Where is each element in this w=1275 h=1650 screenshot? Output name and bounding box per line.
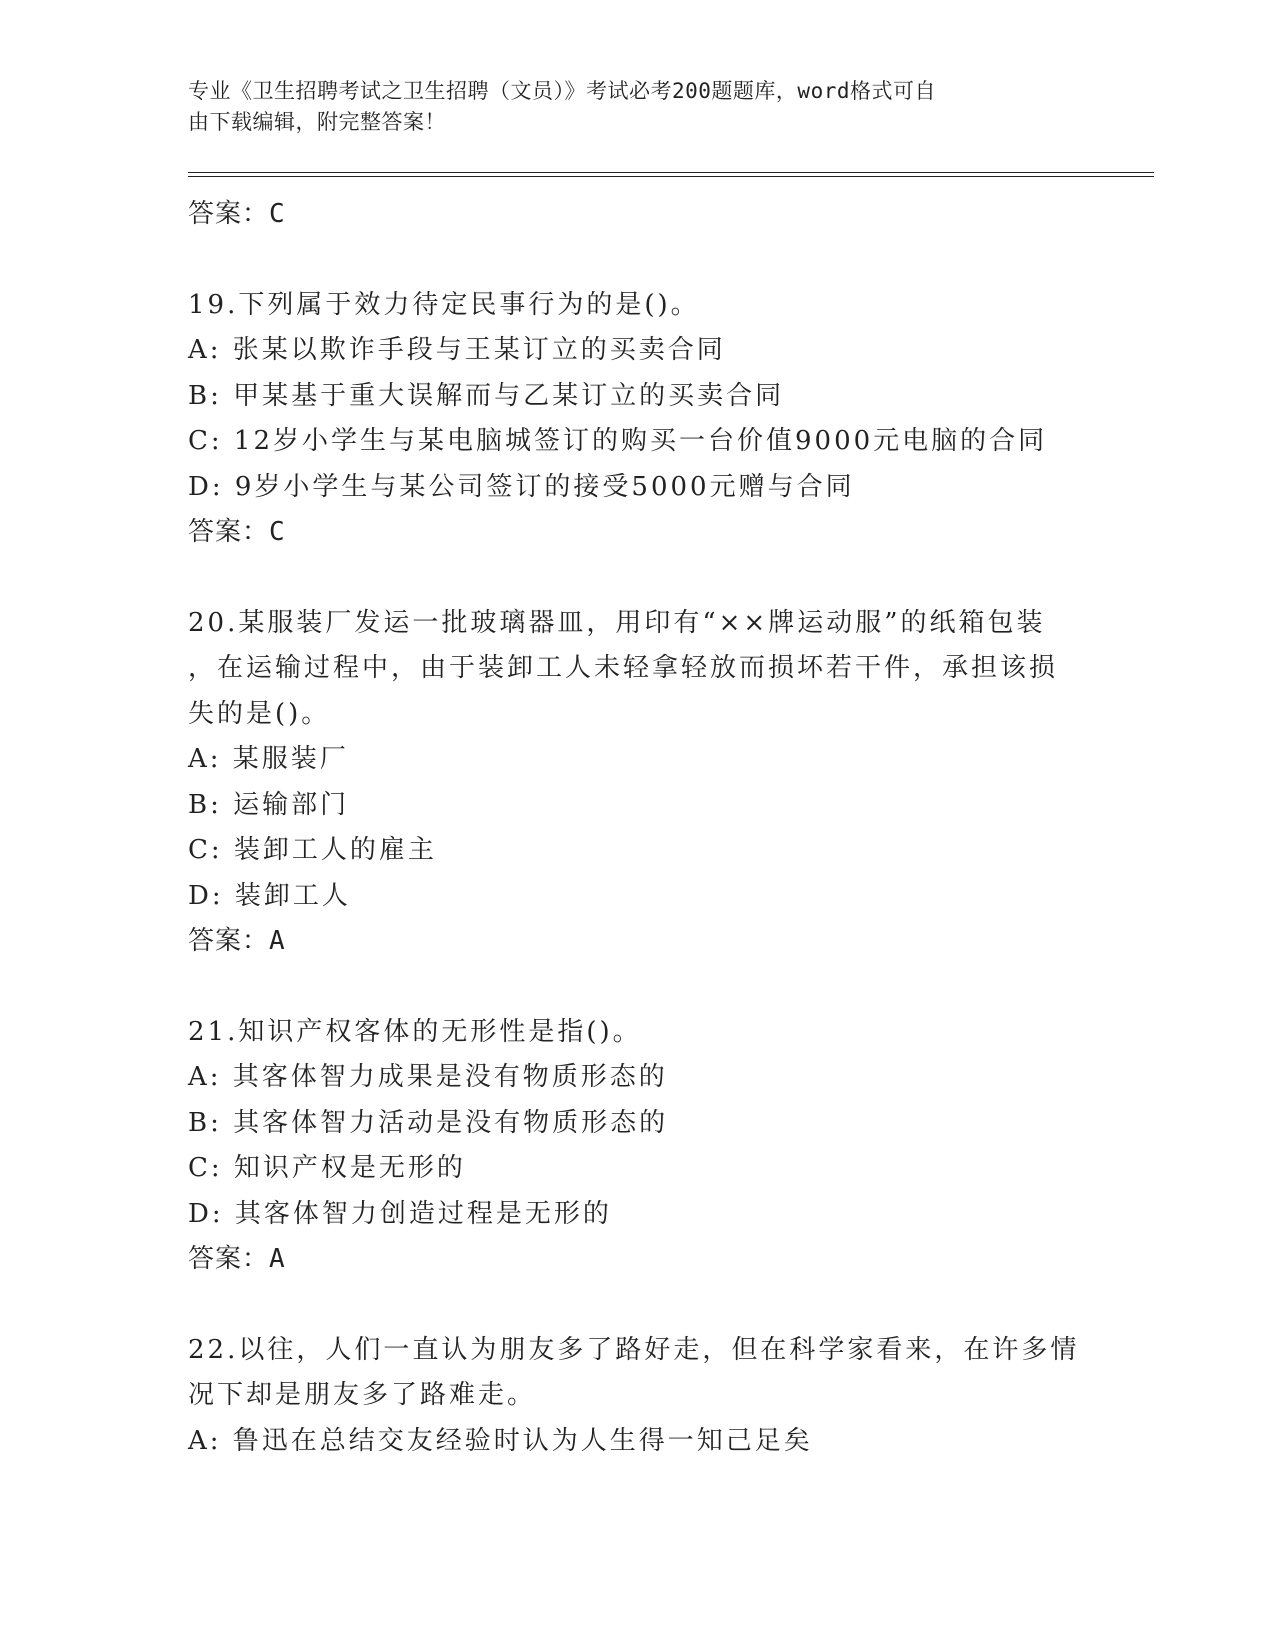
option-d: D: 9岁小学生与某公司签订的接受5000元赠与合同 <box>188 471 855 502</box>
header-line-1: 专业《卫生招聘考试之卫生招聘（文员）》考试必考200题题库，word格式可自 <box>188 79 936 103</box>
page-header <box>188 76 1068 138</box>
question-text: 21.知识产权客体的无形性是指()。 <box>188 1016 642 1047</box>
option-c: C: 知识产权是无形的 <box>188 1153 466 1183</box>
spacer <box>188 1283 1088 1328</box>
question-text: 失的是()。 <box>188 698 331 729</box>
option-b: B: 运输部门 <box>188 789 350 820</box>
question-block <box>188 283 1088 556</box>
option-b: B: 甲某基于重大误解而与乙某订立的买卖合同 <box>188 380 785 411</box>
question-block <box>188 601 1088 965</box>
answer-line: 答案：A <box>188 1244 286 1274</box>
header-rule-bottom <box>188 176 1154 177</box>
option-a: A: 某服装厂 <box>188 744 349 774</box>
question-list <box>188 192 1088 1464</box>
option-a: A: 张某以欺诈手段与王某订立的买卖合同 <box>188 335 726 365</box>
option-a: A: 其客体智力成果是没有物质形态的 <box>188 1062 668 1092</box>
question-text: 19.下列属于效力待定民事行为的是()。 <box>188 289 700 320</box>
answer-line: 答案：C <box>188 517 286 547</box>
option-a: A: 鲁迅在总结交友经验时认为人生得一知己足矣 <box>188 1425 813 1456</box>
spacer <box>188 238 1088 283</box>
question-text: 20.某服装厂发运一批玻璃器皿，用印有“××牌运动服”的纸箱包装 <box>188 607 1046 638</box>
option-d: D: 装卸工人 <box>188 880 351 911</box>
answer-line: 答案：A <box>188 926 286 956</box>
spacer <box>188 556 1088 601</box>
option-b: B: 其客体智力活动是没有物质形态的 <box>188 1107 669 1138</box>
option-c: C: 装卸工人的雇主 <box>188 835 437 865</box>
answer-line: 答案：C <box>188 199 286 229</box>
question-text: ，在运输过程中，由于装卸工人未轻拿轻放而损坏若干件，承担该损 <box>188 653 1059 683</box>
question-text: 况下却是朋友多了路难走。 <box>188 1380 537 1410</box>
question-text: 22.以往，人们一直认为朋友多了路好走，但在科学家看来，在许多情 <box>188 1334 1080 1365</box>
header-rule-top <box>188 172 1154 173</box>
question-block <box>188 1328 1088 1465</box>
option-d: D: 其客体智力创造过程是无形的 <box>188 1198 612 1229</box>
spacer <box>188 965 1088 1010</box>
option-c: C: 12岁小学生与某电脑城签订的购买一台价值9000元电脑的合同 <box>188 426 1048 456</box>
question-block <box>188 1010 1088 1283</box>
header-line-2: 由下载编辑，附完整答案！ <box>188 110 446 134</box>
